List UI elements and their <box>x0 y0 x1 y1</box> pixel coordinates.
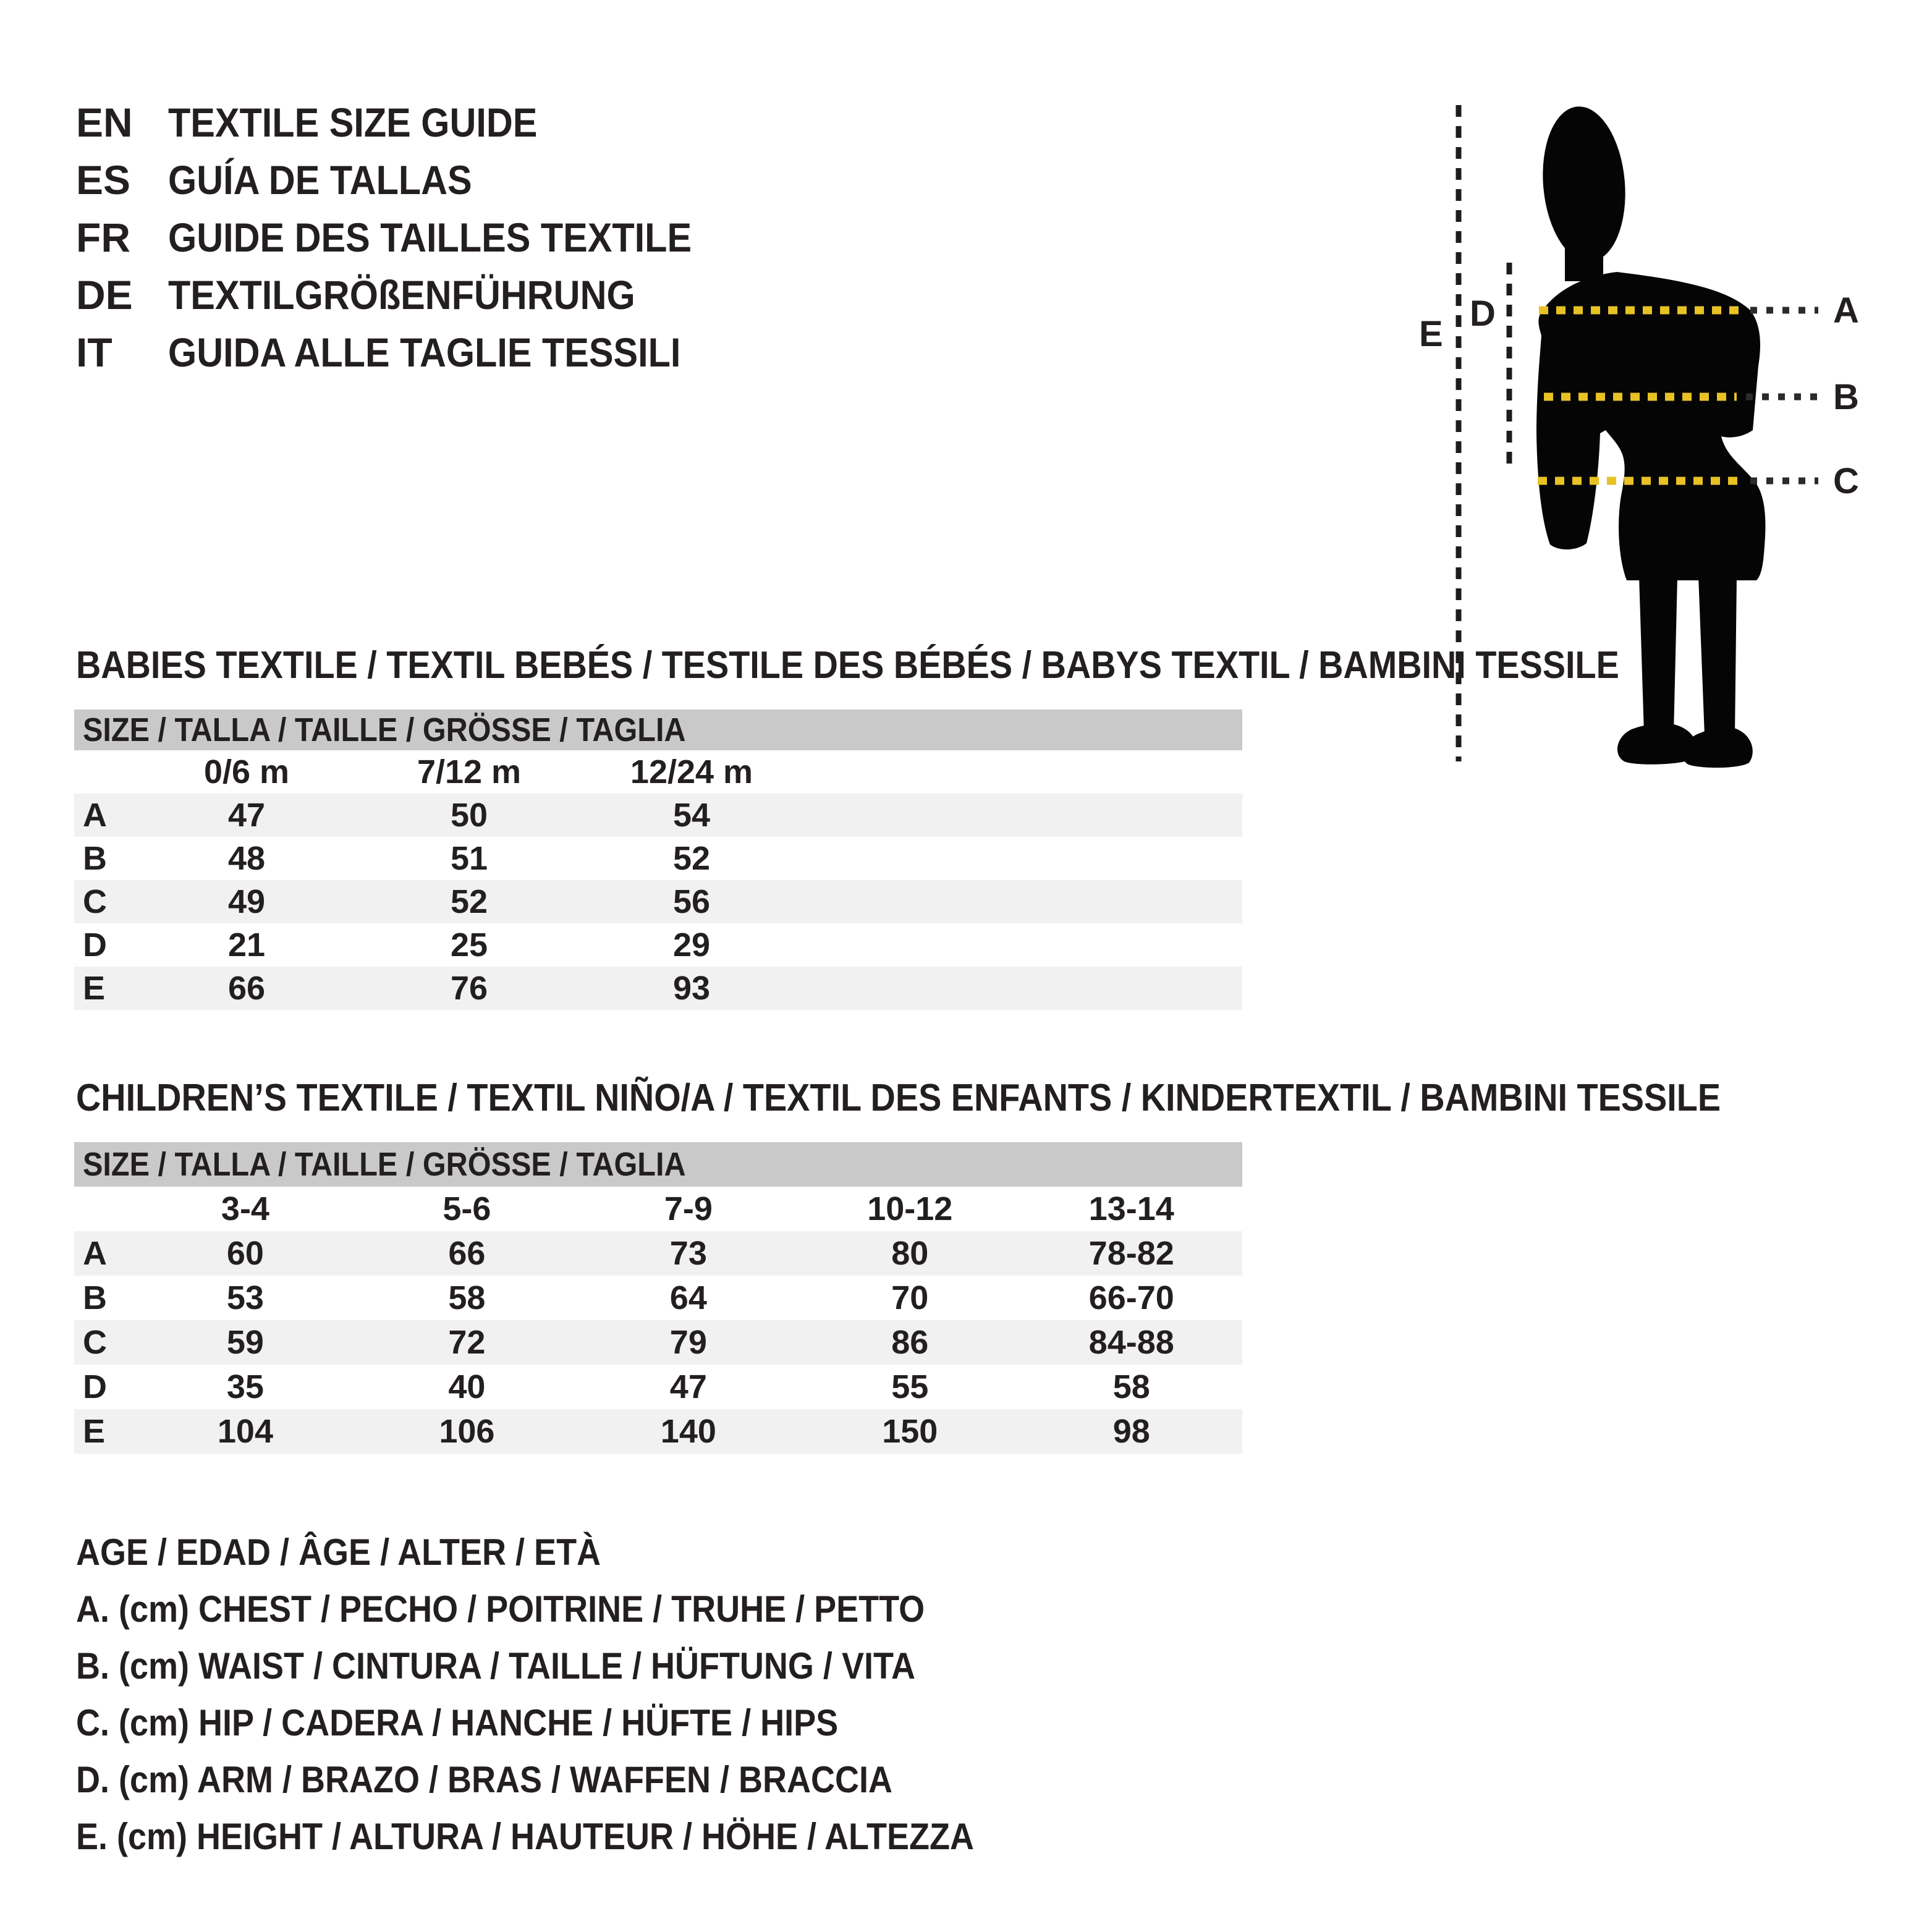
cell: 55 <box>891 1368 929 1405</box>
babies-col-header: 7/12 m <box>417 753 522 790</box>
cell: 86 <box>891 1324 929 1361</box>
cell: 150 <box>882 1413 938 1450</box>
cell: 60 <box>226 1235 264 1272</box>
lang-row-de <box>76 266 750 324</box>
figure-label-a: A <box>1833 290 1859 331</box>
table-row <box>74 1409 1242 1454</box>
children-column-header-row <box>74 1187 1242 1231</box>
guide-title-en: TEXTILE SIZE GUIDE <box>168 100 538 145</box>
table-row <box>74 837 1242 880</box>
children-size-table <box>74 1142 1242 1454</box>
cell: 52 <box>672 840 711 877</box>
cell: 59 <box>226 1324 264 1361</box>
silhouette-left-leg <box>1639 576 1677 733</box>
cell: 66 <box>227 970 266 1007</box>
row-label: A <box>83 797 107 834</box>
table-row <box>74 880 1242 923</box>
language-title-block <box>76 94 750 381</box>
babies-size-header-bar <box>74 710 1242 750</box>
cell: 47 <box>669 1368 707 1405</box>
lang-row-en <box>76 94 750 151</box>
children-col-header: 3-4 <box>221 1190 269 1227</box>
legend-height: E. (cm) HEIGHT / ALTURA / HAUTEUR / HÖHE / ALTEZZA <box>76 1816 974 1857</box>
measurement-legend <box>76 1524 1074 1865</box>
row-label: C <box>83 1324 107 1361</box>
guide-title-es: GUÍA DE TALLAS <box>168 157 472 203</box>
lang-row-es <box>76 151 750 209</box>
silhouette-torso <box>1536 272 1765 580</box>
row-label: D <box>83 926 107 964</box>
legend-arm: D. (cm) ARM / BRAZO / BRAS / WAFFEN / BRACCIA <box>76 1759 892 1800</box>
guide-title-de: TEXTILGRÖßENFÜHRUNG <box>168 272 635 318</box>
silhouette-neck <box>1565 229 1603 281</box>
cell: 29 <box>672 926 711 964</box>
legend-waist: B. (cm) WAIST / CINTURA / TAILLE / HÜFTUNG / VITA <box>76 1645 915 1687</box>
table-row <box>74 794 1242 837</box>
cell: 93 <box>672 970 711 1007</box>
table-row <box>74 923 1242 967</box>
lang-code: FR <box>76 214 130 260</box>
cell: 52 <box>450 883 488 920</box>
table-row <box>74 1276 1242 1320</box>
cell: 106 <box>439 1413 495 1450</box>
corner-cell <box>74 750 135 794</box>
babies-size-table <box>74 710 1242 1010</box>
row-label: D <box>83 1368 107 1405</box>
cell: 76 <box>450 970 488 1007</box>
table-row <box>74 1320 1242 1365</box>
cell: 56 <box>672 883 711 920</box>
lang-code: ES <box>76 157 131 203</box>
cell: 78-82 <box>1088 1235 1174 1272</box>
children-size-header-bar <box>74 1142 1242 1187</box>
figure-label-b: B <box>1833 377 1859 417</box>
table-row <box>74 1231 1242 1276</box>
cell: 70 <box>891 1279 929 1316</box>
cell: 64 <box>669 1279 707 1316</box>
children-col-header: 7-9 <box>664 1190 713 1227</box>
cell: 84-88 <box>1088 1324 1174 1361</box>
cell: 140 <box>660 1413 716 1450</box>
cell: 79 <box>669 1324 707 1361</box>
children-section-heading: CHILDREN’S TEXTILE / TEXTIL NIÑO/A / TEXTIL DES ENFANTS / KINDERTEXTIL / BAMBINI TESSILE <box>76 1077 1721 1119</box>
table-row <box>74 1365 1242 1409</box>
children-size-header-label: SIZE / TALLA / TAILLE / GRÖSSE / TAGLIA <box>83 1146 686 1183</box>
row-label: B <box>83 1279 107 1316</box>
cell: 21 <box>227 926 266 964</box>
row-label: C <box>83 883 107 920</box>
corner-cell <box>74 1187 135 1231</box>
cell: 104 <box>217 1413 273 1450</box>
lang-code: EN <box>76 100 133 145</box>
figure-label-d: D <box>1470 294 1496 334</box>
legend-hip: C. (cm) HIP / CADERA / HANCHE / HÜFTE / HIPS <box>76 1702 839 1743</box>
cell: 35 <box>226 1368 264 1405</box>
cell: 53 <box>226 1279 264 1316</box>
babies-column-header-row <box>74 750 1242 794</box>
cell: 66-70 <box>1088 1279 1174 1316</box>
babies-col-header: 0/6 m <box>203 753 290 790</box>
cell: 51 <box>450 840 488 877</box>
babies-col-header: 12/24 m <box>630 753 753 790</box>
row-label: E <box>83 1413 106 1450</box>
lang-code: IT <box>76 329 112 375</box>
children-col-header: 13-14 <box>1088 1190 1174 1227</box>
cell: 40 <box>448 1368 486 1405</box>
cell: 58 <box>448 1279 486 1316</box>
silhouette-right-leg <box>1698 576 1737 735</box>
cell: 48 <box>227 840 266 877</box>
cell: 54 <box>672 797 711 834</box>
cell: 25 <box>450 926 488 964</box>
lang-code: DE <box>76 272 133 318</box>
cell: 80 <box>891 1235 929 1272</box>
babies-section-heading: BABIES TEXTILE / TEXTIL BEBÉS / TESTILE DES BÉBÉS / BABYS TEXTIL / BAMBINI TESSILE <box>76 644 1619 687</box>
lang-row-fr <box>76 209 750 266</box>
table-row <box>74 967 1242 1010</box>
row-label: E <box>83 970 106 1007</box>
legend-age: AGE / EDAD / ÂGE / ALTER / ETÀ <box>76 1532 601 1573</box>
silhouette-right-shoe <box>1683 727 1753 768</box>
cell: 66 <box>448 1235 486 1272</box>
figure-label-e: E <box>1419 314 1443 354</box>
row-label: A <box>83 1235 107 1272</box>
cell: 49 <box>227 883 266 920</box>
cell: 50 <box>450 797 488 834</box>
cell: 73 <box>669 1235 707 1272</box>
legend-chest: A. (cm) CHEST / PECHO / POITRINE / TRUHE / PETTO <box>76 1588 925 1630</box>
cell: 58 <box>1112 1368 1150 1405</box>
children-col-header: 10-12 <box>867 1190 953 1227</box>
cell: 98 <box>1112 1413 1150 1450</box>
cell: 72 <box>448 1324 486 1361</box>
cell: 47 <box>227 797 266 834</box>
row-label: B <box>83 840 107 877</box>
children-col-header: 5-6 <box>443 1190 491 1227</box>
babies-size-header-label: SIZE / TALLA / TAILLE / GRÖSSE / TAGLIA <box>83 711 686 748</box>
guide-title-fr: GUIDE DES TAILLES TEXTILE <box>168 214 692 260</box>
figure-label-c: C <box>1833 461 1859 501</box>
guide-title-it: GUIDA ALLE TAGLIE TESSILI <box>168 329 681 375</box>
lang-row-it <box>76 324 750 381</box>
